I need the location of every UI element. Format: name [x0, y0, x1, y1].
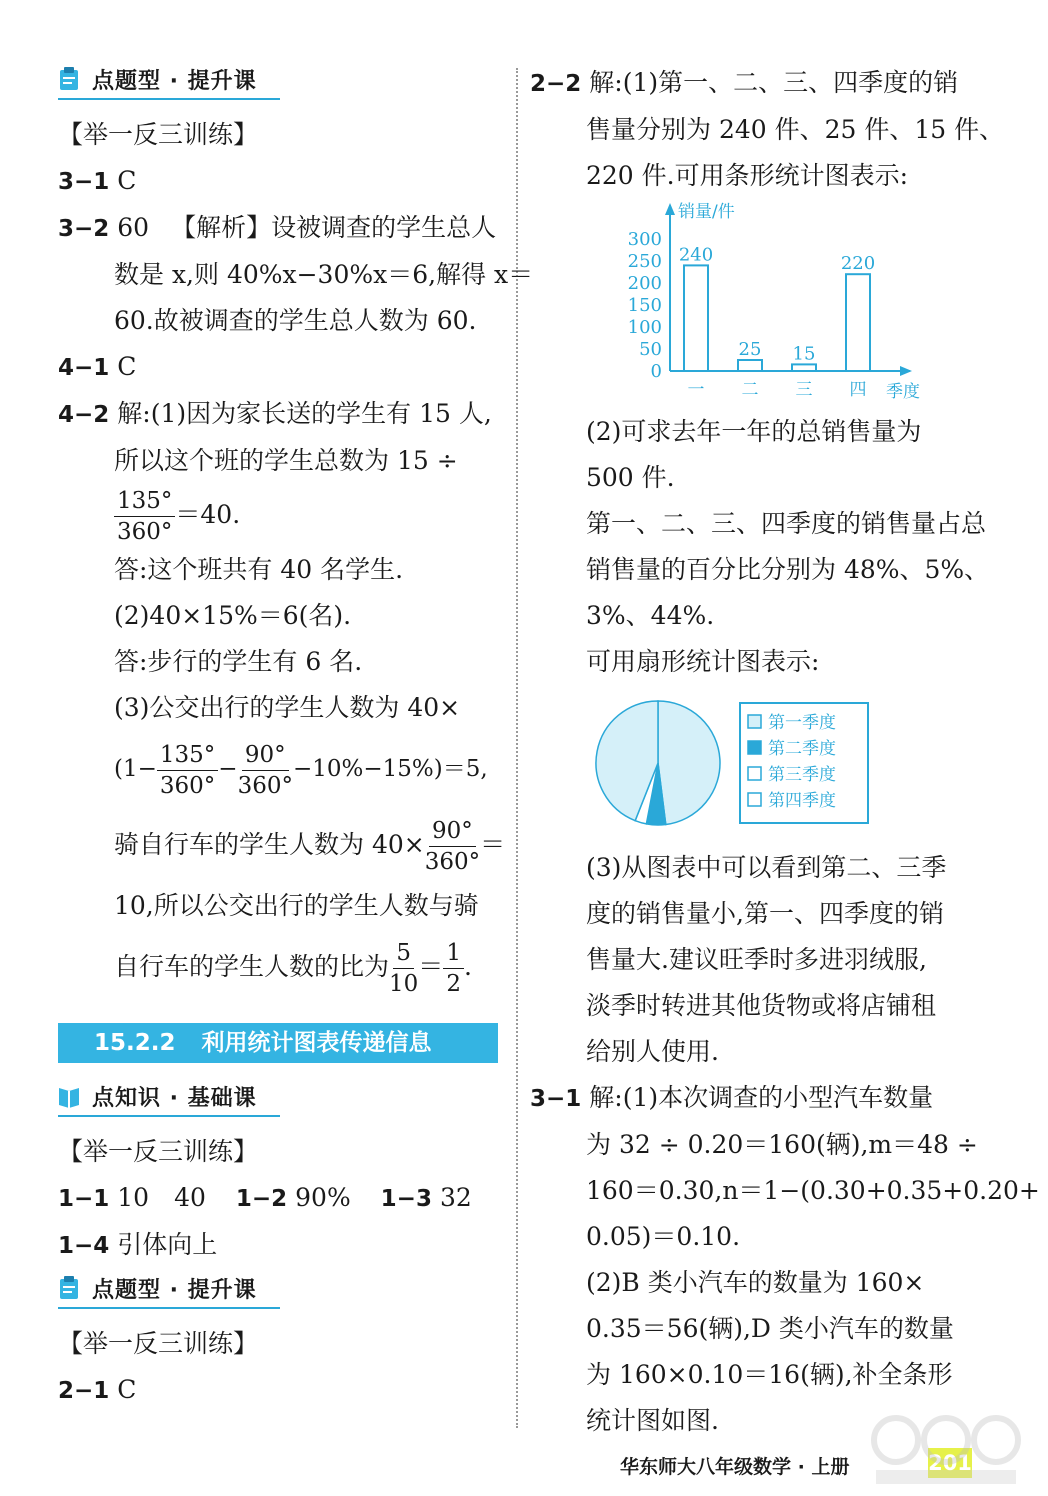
bar-value-label: 240 [678, 244, 714, 266]
bar-value-label: 25 [738, 339, 762, 360]
bar-value-label: 220 [840, 253, 876, 275]
clipboard-icon [58, 1275, 80, 1301]
bar [846, 274, 870, 371]
answer-4-1: 4−1 C [58, 352, 137, 381]
watermark-logo [856, 1410, 1036, 1490]
text-line: 0.05)＝0.10. [586, 1222, 741, 1251]
y-tick-label: 200 [627, 273, 662, 294]
y-tick-label: 50 [639, 339, 662, 360]
legend-swatch [748, 793, 761, 806]
answers-1-1-to-1-3: 1−1 10 40 1−2 90% 1−3 32 [58, 1183, 472, 1212]
bar [792, 364, 816, 371]
y-axis-arrow [665, 203, 675, 215]
fraction-line: 骑自行车的学生人数为 40× $\frac{90^\circ}{360^\circ}$ ＝ [114, 818, 506, 875]
section-header-tixing [58, 1269, 280, 1309]
section-bar: 15.2.2 利用统计图表传递信息 [58, 1023, 498, 1063]
page-number: 201 [928, 1448, 972, 1478]
text-line: 160＝0.30,n＝1−(0.30+0.35+0.20+ [586, 1176, 1040, 1205]
text-line: 给别人使用. [586, 1037, 719, 1066]
fraction: $\frac{90^\circ}{360^\circ}$ [424, 818, 481, 875]
text-line: 度的销售量小,第一、四季度的销 [586, 899, 944, 928]
fraction: $\frac{90^\circ}{360^\circ}$ [237, 741, 293, 799]
x-axis-arrow [900, 366, 912, 376]
legend-label: 第一季度 [768, 713, 836, 733]
answer-4-2: 4−2 解:(1)因为家长送的学生有 15 人, [58, 399, 492, 428]
fraction-line: 自行车的学生人数的比为 $\frac{5}{10}$ ＝ $\frac{1}{2}$ . [114, 940, 472, 997]
fraction-line: $\frac{135^\circ}{360^\circ}$ ＝40. [58, 484, 508, 547]
y-tick-label: 0 [650, 361, 662, 382]
legend-swatch [748, 741, 761, 754]
left-column [58, 60, 534, 1414]
legend-swatch [748, 767, 761, 780]
answer-2-2: 2−2 解:(1)第一、二、三、四季度的销 [530, 68, 959, 97]
answer-3-1-right: 3−1 解:(1)本次调查的小型汽车数量 [530, 1083, 934, 1112]
pie-chart-svg [590, 695, 930, 835]
y-tick-label: 250 [627, 251, 662, 272]
training-title: 【举一反三训练】 [58, 1329, 259, 1358]
legend-label: 第三季度 [768, 765, 836, 785]
answer-3-1: 3−1 C [58, 166, 137, 195]
bar [738, 360, 762, 371]
footer-book-title: 华东师大八年级数学 · 上册 [620, 1456, 850, 1478]
section-header-tixing [58, 60, 280, 100]
fraction: $\frac{1}{2}$ [443, 938, 464, 999]
bar [684, 265, 708, 371]
text-line: 第一、二、三、四季度的销售量占总 [586, 509, 987, 538]
x-tick-label: 一 [687, 380, 705, 400]
bar-chart [570, 199, 970, 409]
legend-label: 第二季度 [768, 739, 836, 759]
bar-value-label: 15 [792, 343, 816, 365]
answer-3-2: 3−2 60 【解析】设被调查的学生总人 [58, 213, 497, 242]
fraction: $\frac{5}{10}$ [389, 940, 419, 997]
text-line: (2)可求去年一年的总销售量为 [586, 417, 922, 446]
text-line: (3)从图表中可以看到第二、三季 [586, 853, 947, 882]
y-tick-label: 150 [627, 295, 662, 316]
x-tick-label: 三 [795, 380, 813, 400]
header-text: 点知识 · 基础课 [92, 1085, 257, 1111]
text-line: 答:步行的学生有 6 名. [114, 647, 363, 676]
text-line: 10,所以公交出行的学生人数与骑 [114, 891, 479, 920]
fraction-line: (1− $\frac{135^\circ}{360^\circ}$ − $\frac{90^\circ}{360^\circ}$ −10%−15%)＝5, [114, 741, 488, 799]
x-axis-label: 季度 [886, 382, 920, 402]
header-text: 点题型 · 提升课 [92, 1277, 257, 1303]
section-header-zhishi [58, 1077, 280, 1117]
x-tick-label: 四 [849, 380, 867, 400]
answer-2-1: 2−1 C [58, 1375, 137, 1404]
clipboard-icon [58, 66, 80, 92]
text-line: 为 160×0.10＝16(辆),补全条形 [586, 1360, 953, 1389]
text-line: 售量大.建议旺季时多进羽绒服, [586, 945, 927, 974]
text-line: (2)40×15%＝6(名). [114, 601, 352, 630]
legend-label: 第四季度 [768, 791, 836, 811]
x-tick-label: 二 [741, 380, 759, 400]
training-title: 【举一反三训练】 [58, 120, 259, 149]
text-line: (3)公交出行的学生人数为 40× [114, 693, 461, 722]
y-axis-label: 销量/件 [678, 202, 735, 222]
fraction: $\frac{135^\circ}{360^\circ}$ [157, 740, 218, 801]
text-line: 500 件. [586, 463, 675, 492]
text-line: 售量分别为 240 件、25 件、15 件、 [586, 115, 1005, 144]
text-line: 60.故被调查的学生总人数为 60. [114, 306, 477, 335]
text-line: 为 32 ÷ 0.20＝160(辆),m＝48 ÷ [586, 1130, 978, 1159]
answer-1-4: 1−4 引体向上 [58, 1230, 218, 1259]
y-tick-label: 100 [627, 317, 662, 338]
fraction: $\frac{135^\circ}{360^\circ}$ [114, 486, 175, 547]
text-line: 销售量的百分比分别为 48%、5%、 [586, 555, 990, 584]
text-line: 答:这个班共有 40 名学生. [114, 555, 404, 584]
legend-swatch [748, 715, 761, 728]
text-line: 可用扇形统计图表示: [586, 647, 820, 676]
text-line: 统计图如图. [586, 1406, 719, 1435]
training-title: 【举一反三训练】 [58, 1137, 259, 1166]
book-icon [58, 1083, 80, 1109]
pie-slice [658, 701, 720, 825]
text-line: 所以这个班的学生总数为 15 ÷ [114, 446, 458, 475]
header-text: 点题型 · 提升课 [92, 68, 257, 94]
text-line: 0.35＝56(辆),D 类小汽车的数量 [586, 1314, 954, 1343]
right-column [530, 60, 1040, 1444]
text-line: 淡季时转进其他货物或将店铺租 [586, 991, 937, 1020]
text-line: 220 件.可用条形统计图表示: [586, 161, 909, 190]
y-tick-label: 300 [627, 229, 662, 250]
pie-chart [590, 695, 930, 835]
text-line: (2)B 类小汽车的数量为 160× [586, 1268, 925, 1297]
bar-chart-svg [570, 199, 970, 409]
text-line: 数是 x,则 40%x−30%x＝6,解得 x＝ [114, 260, 534, 289]
text-line: 3%、44%. [586, 601, 715, 630]
